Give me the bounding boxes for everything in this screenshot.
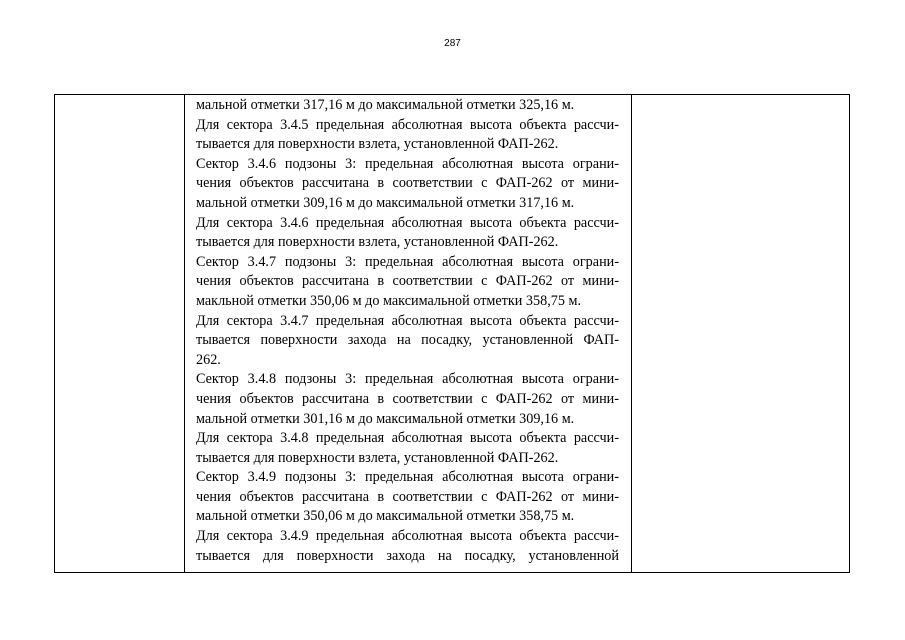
- text-line: мальной отметки 350,06 м до максимальной отметки 358,75 м.: [196, 508, 575, 525]
- text-line: 262.: [196, 351, 221, 368]
- text-line: чения объектов рассчитана в соответствии с ФАП-262 от мини-: [196, 390, 619, 407]
- text-line: мальной отметки 301,16 м до максимальной отметки 309,16 м.: [196, 410, 575, 427]
- table-cell-right: [632, 95, 849, 572]
- text-line: Для сектора 3.4.6 предельная абсолютная высота объекта рассчи-: [196, 214, 619, 231]
- text-line: Сектор 3.4.7 подзоны 3: предельная абсолютная высота ограни-: [196, 253, 619, 270]
- page-number: 287: [444, 38, 461, 49]
- text-line: макльной отметки 350,06 м до максимальной отметки 358,75 м.: [196, 292, 581, 309]
- text-line: тывается поверхности захода на посадку, установленной ФАП-: [196, 332, 619, 349]
- text-line: Для сектора 3.4.5 предельная абсолютная высота объекта рассчи-: [196, 116, 619, 133]
- text-line: Для сектора 3.4.7 предельная абсолютная высота объекта рассчи-: [196, 312, 619, 329]
- text-line: Сектор 3.4.6 подзоны 3: предельная абсолютная высота ограни-: [196, 155, 619, 172]
- text-line: тывается для поверхности взлета, установленной ФАП-262.: [196, 136, 559, 153]
- text-line: Для сектора 3.4.9 предельная абсолютная высота объекта рассчи-: [196, 528, 619, 545]
- text-line: мальной отметки 309,16 м до максимальной отметки 317,16 м.: [196, 194, 575, 211]
- text-line: чения объектов рассчитана в соответствии с ФАП-262 от мини-: [196, 273, 619, 290]
- text-line: тывается для поверхности взлета, установленной ФАП-262.: [196, 234, 559, 251]
- text-line: Сектор 3.4.8 подзоны 3: предельная абсолютная высота ограни-: [196, 371, 619, 388]
- text-line: тывается для поверхности захода на посадку, установленной: [196, 547, 619, 564]
- text-line: Сектор 3.4.9 подзоны 3: предельная абсолютная высота ограни-: [196, 469, 619, 486]
- text-line: чения объектов рассчитана в соответствии с ФАП-262 от мини-: [196, 175, 619, 192]
- text-line: чения объектов рассчитана в соответствии с ФАП-262 от мини-: [196, 488, 619, 505]
- text-line: тывается для поверхности взлета, установленной ФАП-262.: [196, 449, 559, 466]
- table-cell-left: [55, 95, 185, 572]
- text-line: мальной отметки 317,16 м до максимальной отметки 325,16 м.: [196, 97, 575, 113]
- document-table: [54, 94, 850, 573]
- text-line: Для сектора 3.4.8 предельная абсолютная высота объекта рассчи-: [196, 430, 619, 447]
- table-cell-text: [185, 95, 632, 572]
